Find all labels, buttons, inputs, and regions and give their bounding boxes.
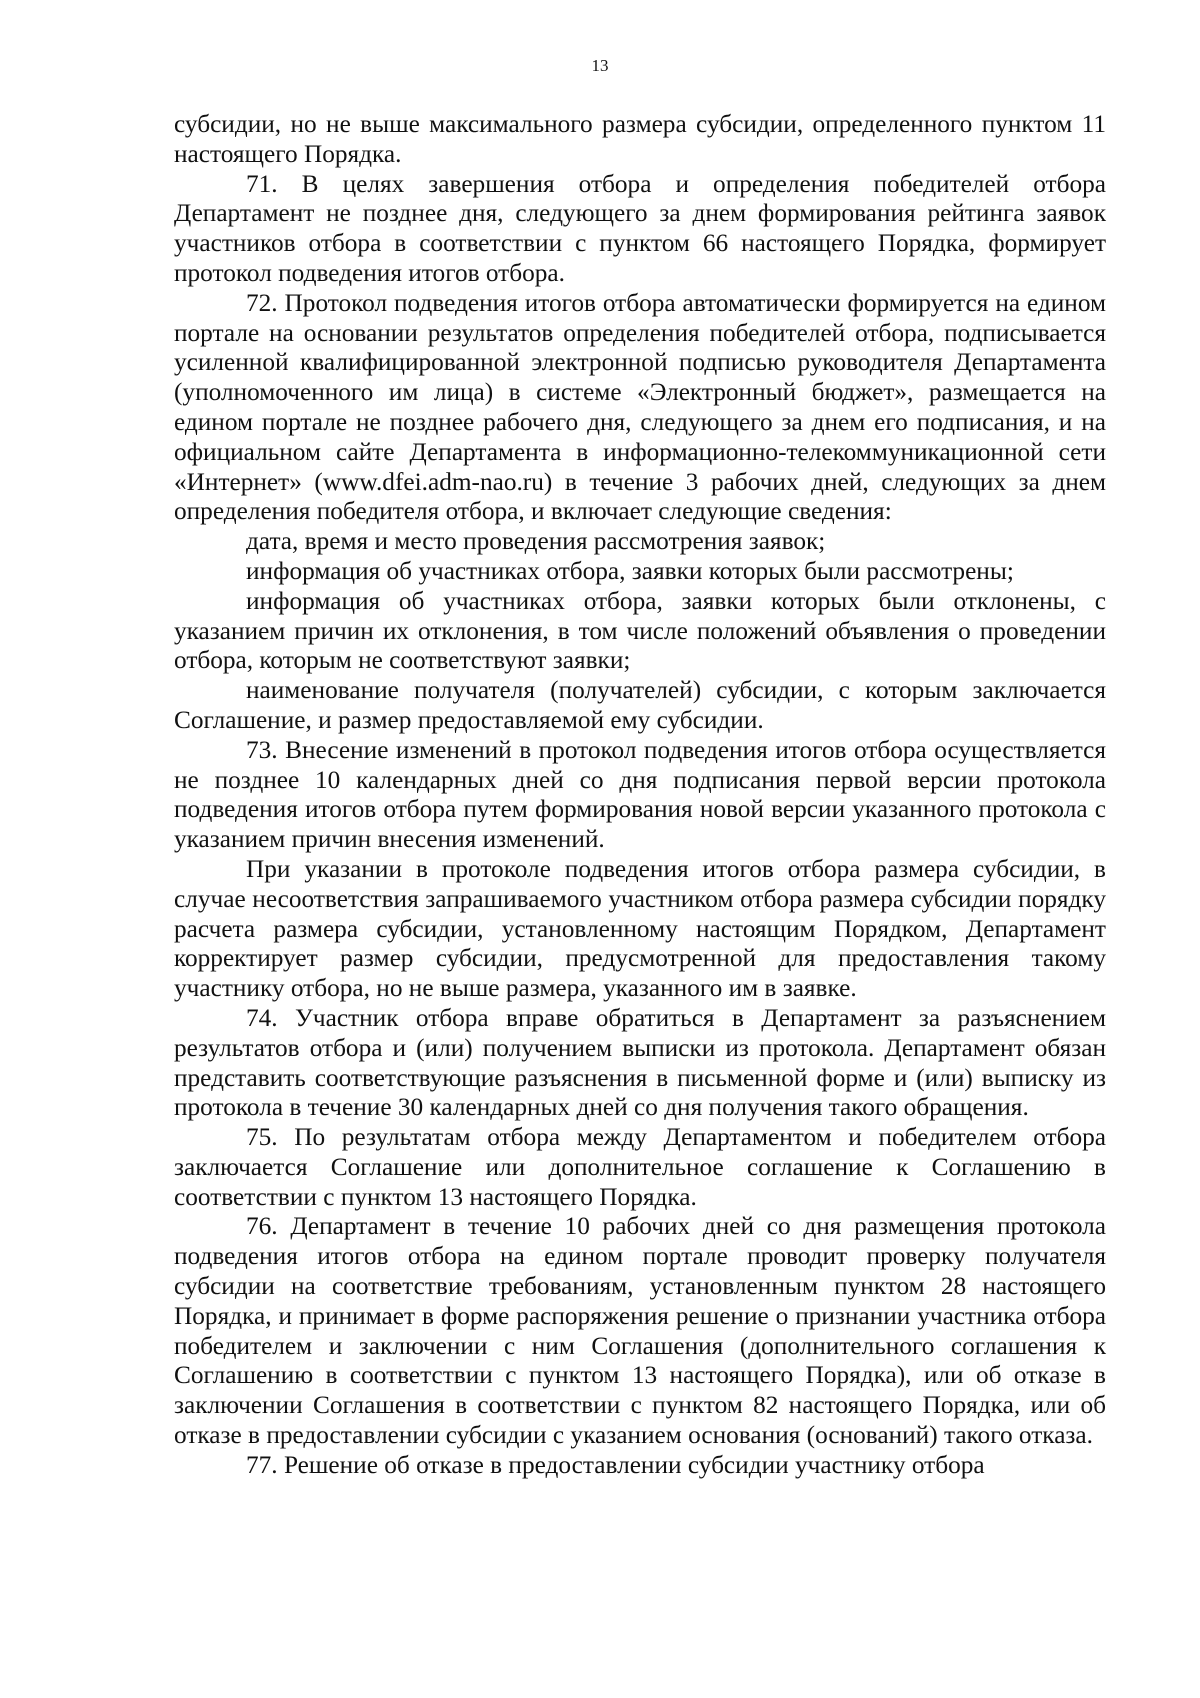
paragraph-72: 72. Протокол подведения итогов отбора автоматически формируется на едином портале на основании результатов определения победителей отбора, подписывается усиленной квалифицированной электронной подписью руководителя Департамента (уполномоченного им лица) в системе «Электронный бюджет», размещается на едином портале не позднее рабочего дня, следующего за днем его подписания, и на официальном сайте Департамента в информационно-телекоммуникационной сети «Интернет» (www.dfei.adm-nao.ru) в течение 3 рабочих дней, следующих за днем определения победителя отбора, и включает следующие сведения: xyxy=(174,288,1106,526)
list-item-rejected-participants: информация об участниках отбора, заявки которых были отклонены, с указанием причин их отклонения, в том числе положений объявления о проведении отбора, которым не соответствуют заявки; xyxy=(174,586,1106,675)
paragraph-76: 76. Департамент в течение 10 рабочих дней со дня размещения протокола подведения итогов отбора на едином портале проводит проверку получателя субсидии на соответствие требованиям, установленным пунктом 28 настоящего Порядка, и принимает в форме распоряжения решение о признании участника отбора победителем и заключении с ним Соглашения (дополнительного соглашения к Соглашению в соответствии с пунктом 13 настоящего Порядка), или об отказе в заключении Соглашения в соответствии с пунктом 82 настоящего Порядка, или об отказе в предоставлении субсидии с указанием основания (оснований) такого отказа. xyxy=(174,1212,1106,1450)
list-item-reviewed-participants: информация об участниках отбора, заявки которых были рассмотрены; xyxy=(246,556,1014,585)
document-body xyxy=(174,110,1106,1481)
paragraph-77: 77. Решение об отказе в предоставлении субсидии участнику отбора xyxy=(246,1450,985,1479)
list-item-recipient-name: наименование получателя (получателей) субсидии, с которым заключается Соглашение, и размер предоставляемой ему субсидии. xyxy=(174,676,1106,734)
list-item-date-time-place: дата, время и место проведения рассмотрения заявок; xyxy=(246,527,826,556)
page-number: 13 xyxy=(591,56,609,75)
paragraph-75: 75. По результатам отбора между Департаментом и победителем отбора заключается Соглашение или дополнительное соглашение к Соглашению в соответствии с пунктом 13 настоящего Порядка. xyxy=(174,1123,1106,1211)
paragraph-71: 71. В целях завершения отбора и определения победителей отбора Департамент не позднее дня, следующего за днем формирования рейтинга заявок участников отбора в соответствии с пунктом 66 настоящего Порядка, формирует протокол подведения итогов отбора. xyxy=(174,169,1106,287)
paragraph-continuation: субсидии, но не выше максимального размера субсидии, определенного пунктом 11 настоящего Порядка. xyxy=(174,110,1106,168)
paragraph-73: 73. Внесение изменений в протокол подведения итогов отбора осуществляется не позднее 10 календарных дней со дня подписания первой версии протокола подведения итогов отбора путем формирования новой версии указанного протокола с указанием причин внесения изменений. xyxy=(174,735,1106,854)
paragraph-74: 74. Участник отбора вправе обратиться в Департамент за разъяснением результатов отбора и (или) получением выписки из протокола. Департамент обязан представить соответствующие разъяснения в письменной форме и (или) выписку из протокола в течение 30 календарных дней со дня получения такого обращения. xyxy=(174,1003,1106,1122)
paragraph-73-continued: При указании в протоколе подведения итогов отбора размера субсидии, в случае несоответствия запрашиваемого участником отбора размера субсидии порядку расчета размера субсидии, установленному настоящим Порядком, Департамент корректирует размер субсидии, предусмотренной для предоставления такому участнику отбора, но не выше размера, указанного им в заявке. xyxy=(174,854,1106,1003)
